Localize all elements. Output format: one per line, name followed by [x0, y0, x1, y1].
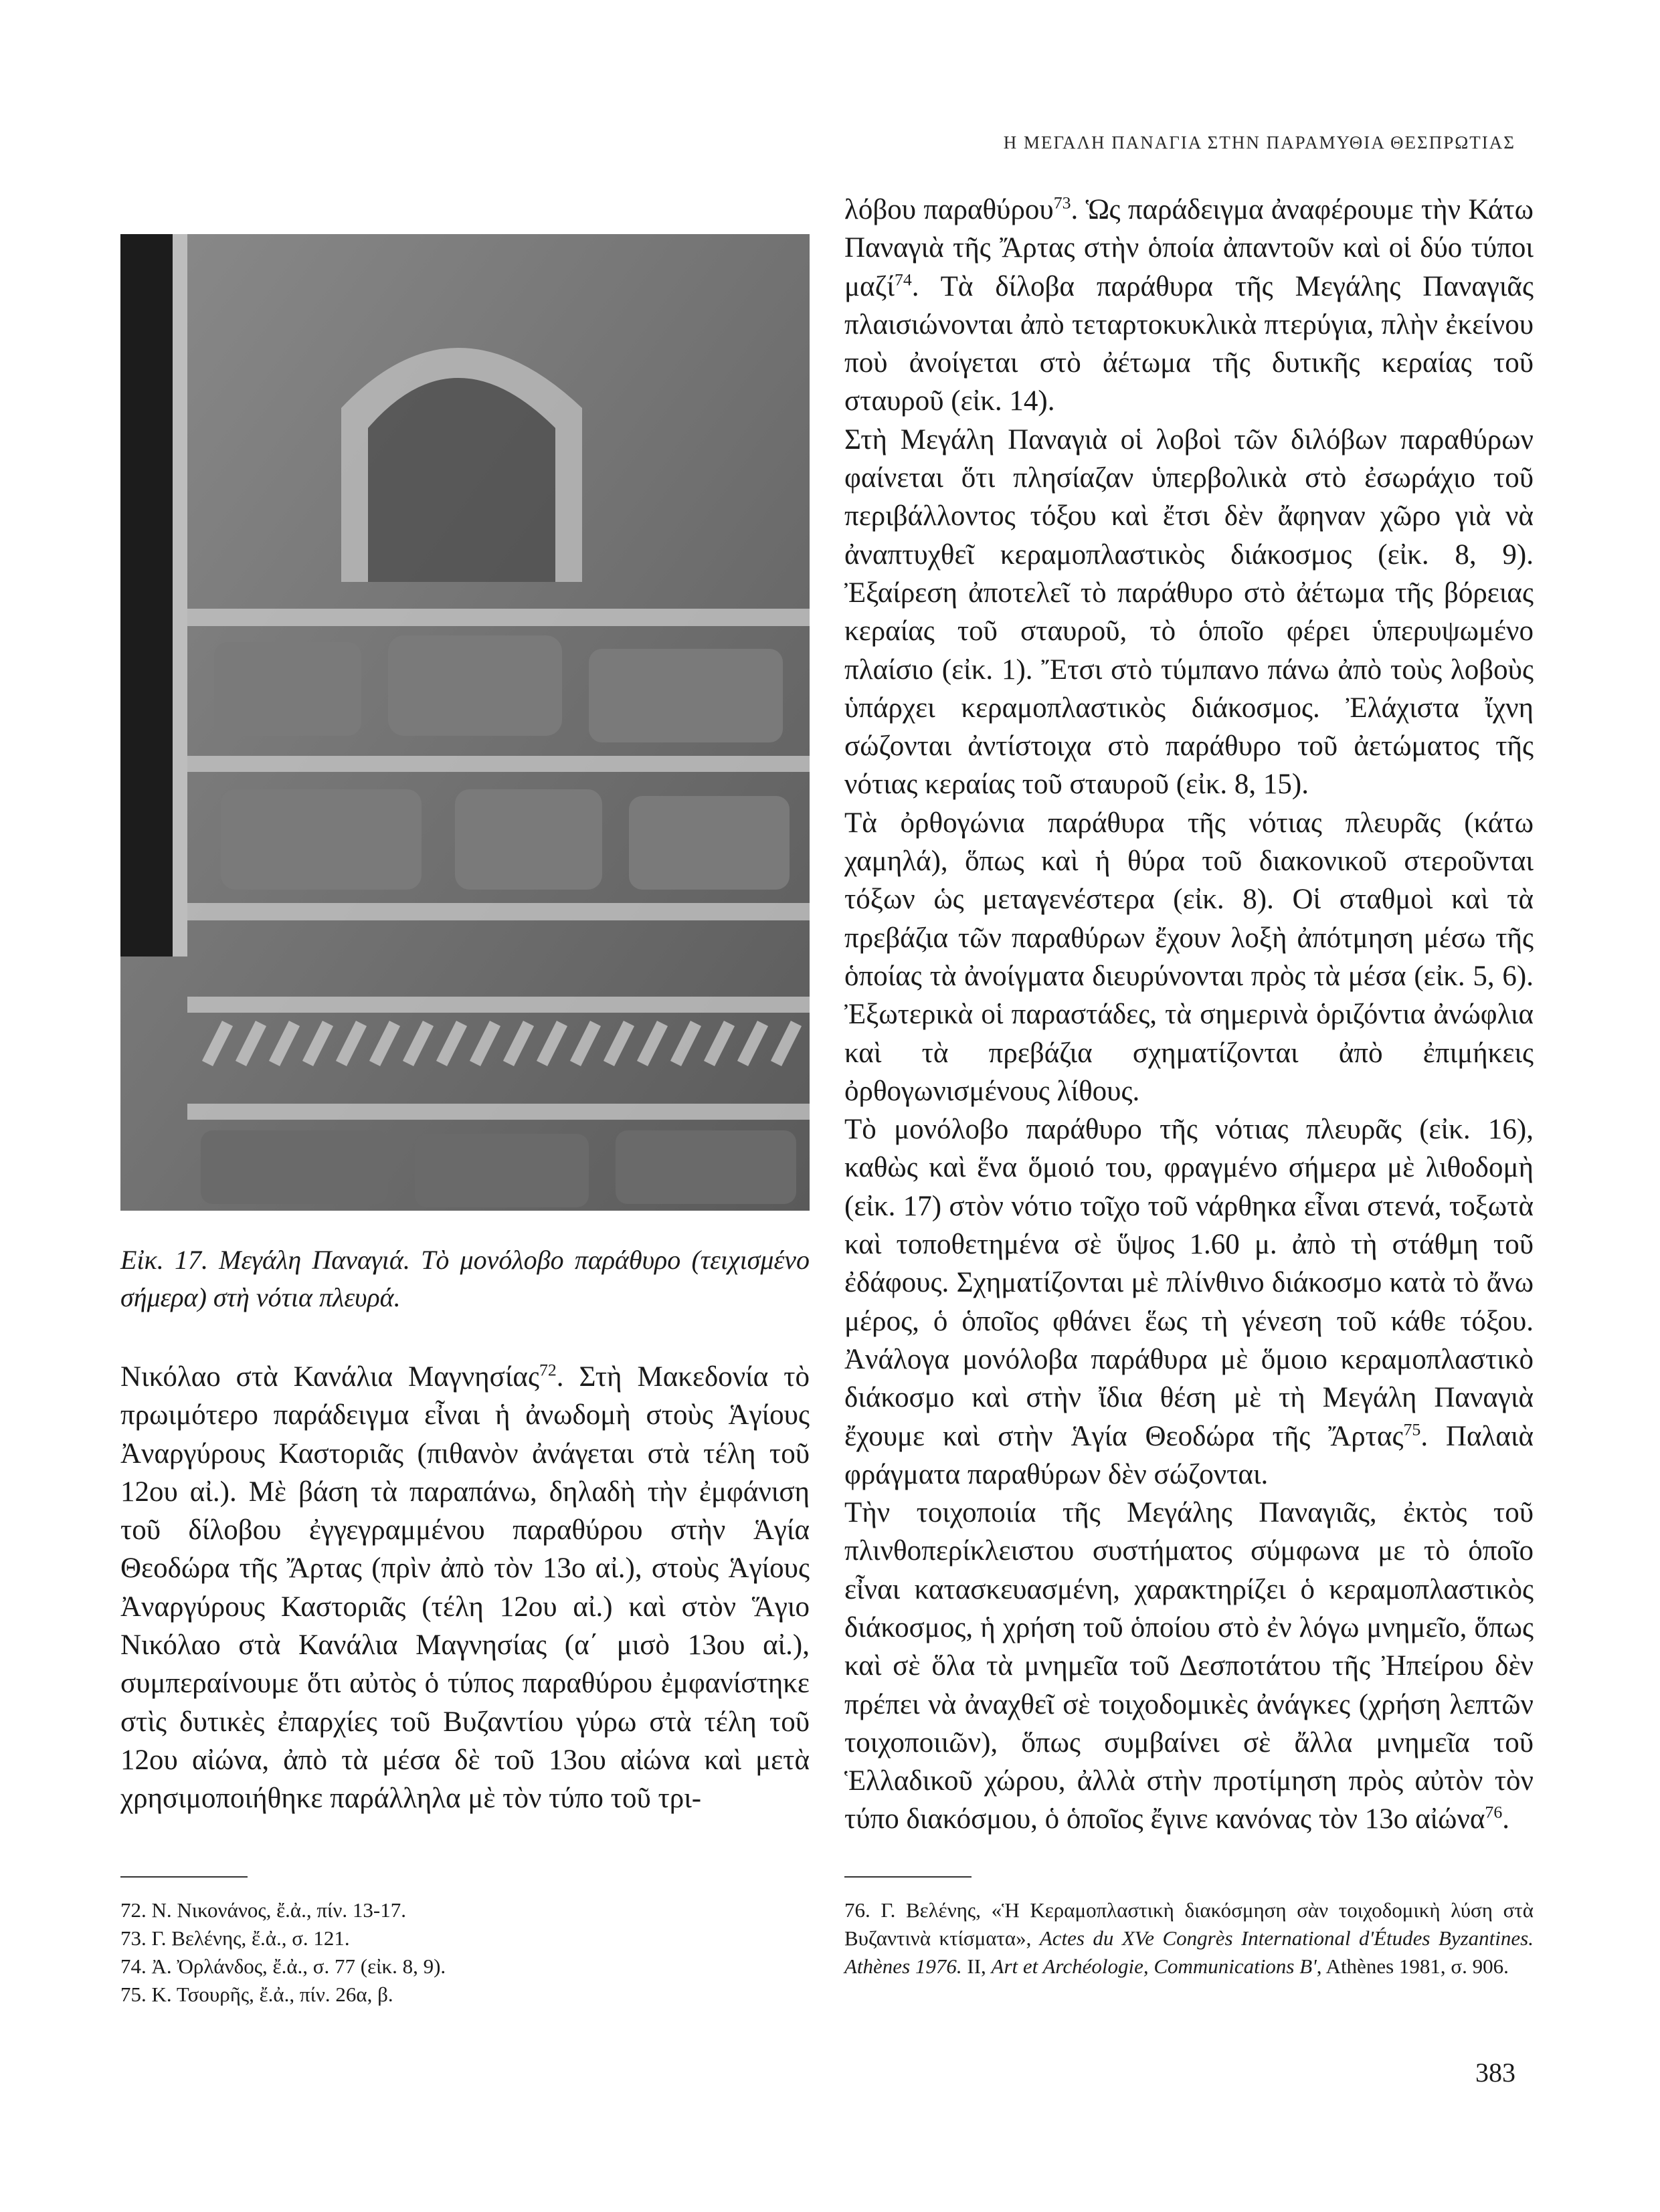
footnote — [844, 1896, 1534, 1981]
footnote-divider — [844, 1876, 972, 1878]
text-run: . Παλαιὰ φράγματα παραθύρων δὲν σώζονται. — [844, 1420, 1534, 1490]
paragraph — [844, 1110, 1534, 1494]
text-run: . Στὴ Μακεδονία τὸ πρωιμότερο παράδειγμα εἶναι ἡ ἀνωδομὴ στοὺς Ἁγίους Ἀναργύρους Καστοριᾶς (πιθανὸν ἀνάγεται στὰ τέλη τοῦ 12ου αἰ.). Μὲ βάση τὰ παραπάνω, δηλαδὴ τὴν ἐμφάνιση τοῦ δίλοβου ἐγγεγραμμένου παραθύρου στὴν Ἁγία Θεοδώρα τῆς Ἄρτας (πρὶν ἀπὸ τὸν 13ο αἰ.), στοὺς Ἁγίους Ἀναργύρους Καστοριᾶς (τέλη 12ου αἰ.) καὶ στὸν Ἅγιο Νικόλαο στὰ Κανάλια Μαγνησίας (α΄ μισὸ 13ου αἰ.), συμπεραίνουμε ὅτι αὐτὸς ὁ τύπος παραθύρου ἐμφανίστηκε στὶς δυτικὲς ἐπαρχίες τοῦ Βυζαντίου γύρω στὰ τέλη τοῦ 12ου αἰώνα, ἀπὸ τὰ μέσα δὲ τοῦ 13ου αἰώνα καὶ μετὰ χρησιμοποιήθηκε παράλληλα μὲ τὸν τύπο τοῦ τρι- — [120, 1361, 810, 1815]
footnote: 72. Ν. Νικονάνος, ἔ.ἀ., πίν. 13-17. — [120, 1898, 406, 1922]
paragraph — [120, 1358, 810, 1818]
footnote-ref[interactable]: 73 — [1053, 193, 1071, 213]
masonry-wall-image — [120, 234, 810, 1211]
figure-caption: Εἰκ. 17. Μεγάλη Παναγιά. Τὸ μονόλοβο παράθυρο (τειχισμένο σήμερα) στὴ νότια πλευρά. — [120, 1245, 810, 1312]
left-column — [120, 1358, 810, 1818]
footnote: 74. Ἀ. Ὀρλάνδος, ἔ.ἀ., σ. 77 (εἰκ. 8, 9). — [120, 1954, 446, 1978]
footnotes-left — [120, 1896, 810, 2009]
footnote-ref[interactable]: 72 — [539, 1360, 557, 1380]
text-run: . Ὡς παράδειγμα ἀναφέρουμε τὴν Κάτω Παναγιὰ τῆς Ἄρτας στὴν ὁποία ἀπαντοῦν καὶ οἱ δύο τύποι μαζί — [844, 194, 1534, 302]
paragraph — [844, 191, 1534, 421]
text-run: . Τὰ δίλοβα παράθυρα τῆς Μεγάλης Παναγιᾶς πλαισιώνονται ἀπὸ τεταρτοκυκλικὰ πτερύγια, πλὴν ἐκείνου ποὺ ἀνοίγεται στὸ ἀέτωμα τῆς δυτικῆς κεραίας τοῦ σταυροῦ (εἰκ. 14). — [844, 270, 1534, 417]
text-run: Νικόλαο στὰ Κανάλια Μαγνησίας — [120, 1361, 539, 1393]
text-run: Τὸ μονόλοβο παράθυρο τῆς νότιας πλευρᾶς (εἰκ. 16), καθὼς καὶ ἕνα ὅμοιό του, φραγμένο σήμερα μὲ λιθοδομὴ (εἰκ. 17) στὸν νότιο τοῖχο τοῦ νάρθηκα εἶναι στενά, τοξωτὰ καὶ τοποθετημένα σὲ ὕψος 1.60 μ. ἀπὸ τὴ στάθμη τοῦ ἐδάφους. Σχηματίζονται μὲ πλίνθινο διάκοσμο κατὰ τὸ ἄνω μέρος, ὁ ὁποῖος φθάνει ἕως τὴ γένεση τοῦ κάθε τόξου. Ἀνάλογα μονόλοβα παράθυρα μὲ ὅμοιο κεραμοπλαστικὸ διάκοσμο καὶ στὴν ἴδια θέση μὲ τὴ Μεγάλη Παναγιὰ ἔχουμε καὶ στὴν Ἁγία Θεοδώρα τῆς Ἄρτας — [844, 1114, 1534, 1452]
footnotes-right — [844, 1896, 1534, 1981]
footnote-divider — [120, 1876, 248, 1878]
footnote: 73. Γ. Βελένης, ἔ.ἀ., σ. 121. — [120, 1926, 350, 1950]
text-run: 76. Γ. Βελένης, «Ἡ Κεραμοπλαστικὴ διακόσμηση σὰν τοιχοδομικὴ λύση στὰ Βυζαντινὰ κτίσματα», — [844, 1898, 1534, 1950]
footnote-ref[interactable]: 76 — [1485, 1803, 1503, 1823]
paragraph — [844, 1494, 1534, 1839]
running-title: Η ΜΕΓΑΛΗ ΠΑΝΑΓΙΑ ΣΤΗΝ ΠΑΡΑΜΥΘΙΑ ΘΕΣΠΡΩΤΙΑΣ — [1003, 132, 1515, 153]
footnote-ref[interactable]: 75 — [1403, 1419, 1421, 1439]
text-run: , Athènes 1981, σ. 906. — [1316, 1954, 1509, 1978]
footnote: 75. Κ. Τσουρῆς, ἔ.ἀ., πίν. 26α, β. — [120, 1983, 393, 2006]
italic-title: Art et Archéologie, Communications B' — [991, 1954, 1317, 1978]
text-run: λόβου παραθύρου — [844, 194, 1054, 225]
paragraph: Στὴ Μεγάλη Παναγιὰ οἱ λοβοὶ τῶν διλόβων παραθύρων φαίνεται ὅτι πλησίαζαν ὑπερβολικὰ στὸ ἐσωράχιο τοῦ περιβάλλοντος τόξου καὶ ἔτσι δὲν ἄφηναν χῶρο γιὰ νὰ ἀναπτυχθεῖ κεραμοπλαστικὸς διάκοσμος (εἰκ. 8, 9). Ἐξαίρεση ἀποτελεῖ τὸ παράθυρο στὸ ἀέτωμα τῆς βόρειας κεραίας τοῦ σταυροῦ, τὸ ὁποῖο φέρει ὑπερυψωμένο πλαίσιο (εἰκ. 1). Ἔτσι στὸ τύμπανο πάνω ἀπὸ τοὺς λοβοὺς ὑπάρχει κεραμοπλαστικὸς διάκοσμος. Ἐλάχιστα ἴχνη σώζονται ἀντίστοιχα στὸ παράθυρο τοῦ ἀετώματος τῆς νότιας κεραίας τοῦ σταυροῦ (εἰκ. 8, 15). — [844, 423, 1534, 801]
right-column — [844, 191, 1534, 1839]
paragraph: Τὰ ὀρθογώνια παράθυρα τῆς νότιας πλευρᾶς (κάτω χαμηλά), ὅπως καὶ ἡ θύρα τοῦ διακονικοῦ στεροῦνται τόξων ὡς μεταγενέστερα (εἰκ. 8). Οἱ σταθμοὶ καὶ τὰ πρεβάζια τῶν παραθύρων ἔχουν λοξὴ ἀπότμηση μέσω τῆς ὁποίας τὰ ἀνοίγματα διευρύνονται πρὸς τὰ μέσα (εἰκ. 5, 6). Ἐξωτερικὰ οἱ παραστάδες, τὰ σημερινὰ ὁριζόντια ἀνώφλια καὶ τὰ πρεβάζια σχηματίζονται ἀπὸ ἐπιμήκεις ὀρθογωνισμένους λίθους. — [844, 807, 1534, 1107]
page-number: 383 — [1475, 2057, 1515, 2088]
italic-title: Actes du XVe Congrès International d'Études Byzantines. Athènes 1976. — [844, 1926, 1534, 1978]
figure-photo — [120, 234, 810, 1211]
footnote-ref[interactable]: 74 — [894, 270, 912, 290]
text-run: . — [1502, 1803, 1509, 1835]
text-run: Τὴν τοιχοποιία τῆς Μεγάλης Παναγιᾶς, ἐκτὸς τοῦ πλινθοπερίκλειστου συστήματος σύμφωνα με τὸ ὁποῖο εἶναι κατασκευασμένη, χαρακτηρίζει ὁ κεραμοπλαστικὸς διάκοσμος, ἡ χρήση τοῦ ὁποίου στὸ ἐν λόγω μνημεῖο, ὅπως καὶ σὲ ὅλα τὰ μνημεῖα τοῦ Δεσποτάτου τῆς Ἠπείρου δὲν πρέπει νὰ ἀναχθεῖ σὲ τοιχοδομικὲς ἀνάγκες (χρήση λεπτῶν τοιχοποιιῶν), ὅπως συμβαίνει σὲ ἄλλα μνημεῖα τοῦ Ἑλλαδικοῦ χώρου, ἀλλὰ στὴν προτίμηση πρὸς αὐτὸν τὸν τύπο διακόσμου, ὁ ὁποῖος ἔγινε κανόνας τὸν 13ο αἰώνα — [844, 1497, 1534, 1835]
text-run: II, — [961, 1954, 992, 1978]
